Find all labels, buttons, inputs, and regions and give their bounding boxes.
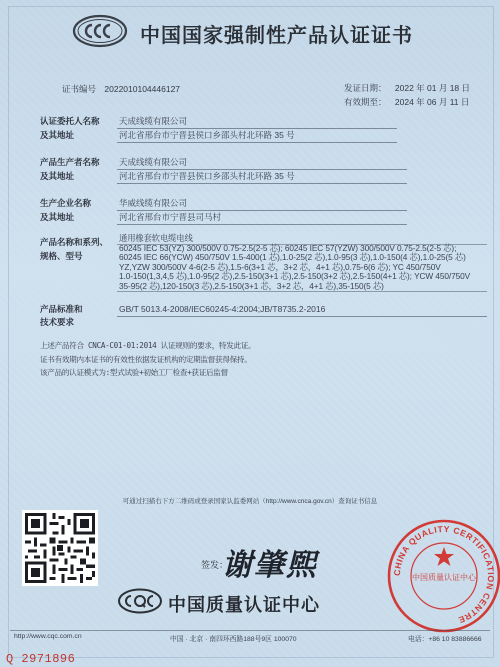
- manufacturer-address-rule: [117, 224, 407, 225]
- ccc-logo-icon: [72, 14, 128, 48]
- product-model-rule: [117, 244, 487, 245]
- entrusting-address: 河北省邢台市宁晋县侯口乡邵头村北环路 35 号: [119, 130, 295, 140]
- product-models: [119, 234, 489, 292]
- valid-until-label: 有效期至：: [344, 97, 387, 107]
- qr-code-icon[interactable]: [22, 510, 98, 586]
- standard-label-2: 技术要求: [40, 317, 75, 327]
- cert-number-label: 证书编号: [62, 84, 97, 94]
- producer-address: 河北省邢台市宁晋县侯口乡邵头村北环路 35 号: [119, 171, 295, 181]
- entrusting-name-label: 认证委托人名称: [40, 116, 100, 126]
- serial-number: Q 2971896: [6, 652, 76, 666]
- seal-star-icon: [434, 547, 454, 566]
- cert-number: [62, 83, 180, 95]
- producer-name-label: 产品生产者名称: [40, 157, 100, 167]
- note-line: 证书有效期内本证书的有效性依据发证机构的定期监督获得保持。: [40, 354, 252, 364]
- product-model-line: 60245 IEC 53(YZ) 300/500V 0.75-2.5(2-5 芯); 60245 IEC 57(YZW) 300/500V 0.75-2.5(2-5 芯);: [119, 242, 457, 253]
- product-model-line: 60245 IEC 66(YCW) 450/750V 1.5-400(1 芯),1.0-25(2 芯),1.0-95(3 芯),1.0-150(4 芯),1.0-25(5 芯): [119, 252, 466, 263]
- signature: 谢肇煕: [222, 548, 318, 583]
- standard-label-1: 产品标准和: [40, 304, 83, 314]
- certificate-title: 中国国家强制性产品认证证书: [140, 25, 413, 47]
- product-name-label-1: 产品名称和系列、: [40, 237, 109, 247]
- product-model-line: 1.0-150(1,3,4,5 芯),1.0-95(2 芯),2.5-150(3+1 芯),2.5-150(3+2 芯),2.5-150(4+1 芯); YCW 450/750V: [119, 271, 471, 282]
- product-model-line: 35-95(2 芯),120-150(3 芯),2.5-150(3+1 芯，3+2 芯，4+1 芯),35-150(5 芯): [119, 280, 384, 291]
- issuer-address: 中国 · 北京 · 南四环西路188号9区 100070: [170, 636, 297, 643]
- certificate-header: [0, 12, 500, 52]
- manufacturer-address: 河北省邢台市宁晋县司马村: [119, 212, 222, 222]
- issuer-name: 中国质量认证中心: [168, 595, 320, 615]
- entrusting-address-label: 及其地址: [40, 130, 75, 140]
- signature-label: 签发：: [201, 560, 229, 570]
- valid-until-value: 2024 年 06 月 11 日: [394, 97, 470, 107]
- official-seal-icon: [385, 517, 500, 635]
- manufacturer-name: 华威线缆有限公司: [119, 198, 188, 208]
- product-model-line: 通用橡套软电缆电线: [119, 233, 193, 243]
- seal-inner-text: 中国质量认证中心: [412, 573, 476, 582]
- seal-ring-text: CHINA QUALITY CERTIFICATION CENTRE: [391, 523, 497, 626]
- producer-address-label: 及其地址: [40, 171, 75, 181]
- issuer-phone: 电话：+86 10 83886666: [408, 636, 482, 643]
- cert-number-value: 2022010104446127: [104, 84, 181, 94]
- issue-date-label: 发证日期：: [344, 83, 387, 93]
- manufacturer-name-label: 生产企业名称: [40, 198, 92, 208]
- product-model-line: YZ,YZW 300/500V 4-6(2-5 芯),1.5-6(3+1 芯，3+2 芯，4+1 芯),0.75-6(6 芯); YC 450/750V: [119, 261, 441, 272]
- valid-until: [344, 96, 469, 108]
- producer-name: 天成线缆有限公司: [119, 157, 188, 167]
- product-name-label-2: 规格、型号: [40, 251, 83, 261]
- note-line: 上述产品符合 CNCA-C01-01:2014 认证规则的要求，特发此证。: [40, 341, 256, 350]
- issue-date: [344, 82, 470, 94]
- cqc-logo-icon: [117, 588, 163, 614]
- standard-rule: [117, 316, 487, 317]
- bottom-divider: [10, 630, 490, 631]
- issuer-website[interactable]: http://www.cqc.com.cn: [14, 633, 82, 640]
- note-line: 该产品的认证模式为:型式试验+初始工厂检查+获证后监督: [40, 368, 228, 377]
- manufacturer-address-label: 及其地址: [40, 212, 75, 222]
- product-model-rule: [117, 291, 487, 292]
- entrusting-address-rule: [117, 142, 397, 143]
- standard-value: GB/T 5013.4-2008/IEC60245-4:2004;JB/T8735.2-2016: [119, 304, 326, 314]
- issue-date-value: 2022 年 01 月 18 日: [394, 83, 471, 93]
- entrusting-name: 天成线缆有限公司: [119, 116, 188, 126]
- certificate-notes: [40, 339, 480, 380]
- producer-address-rule: [117, 183, 407, 184]
- verification-hint: 可通过扫描右下方二维码或登录国家认监委网站（http://www.cnca.gov.cn）查询证书信息: [122, 498, 378, 505]
